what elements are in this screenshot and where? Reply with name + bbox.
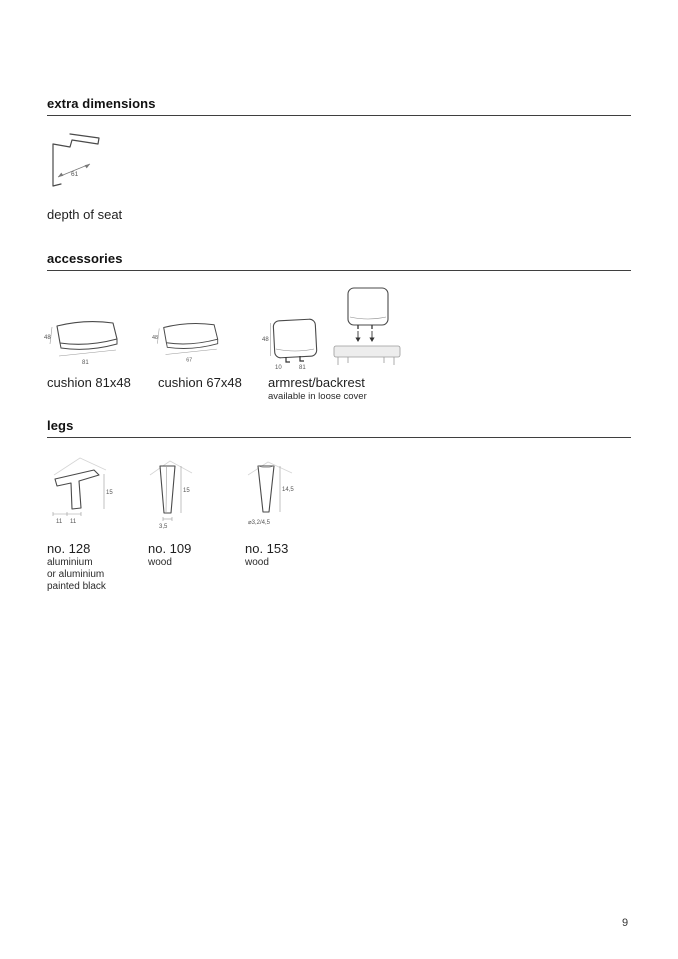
armrest-backrest-diagram [262, 316, 324, 375]
section-divider [47, 115, 631, 116]
dimension-label: 11 [70, 519, 77, 525]
dimension-label: 14,5 [282, 487, 294, 493]
leg-material-line: aluminium [47, 557, 93, 568]
dimension-label: 15 [106, 490, 113, 496]
dimension-label: 11 [56, 519, 63, 525]
dimension-label: 81 [82, 360, 89, 366]
leg-material-line: wood [245, 557, 269, 568]
seat-depth-diagram [45, 129, 105, 204]
figure-caption-armrest-backrest: armrest/backrest [268, 375, 365, 390]
leg-material-line: or aluminium [47, 569, 105, 580]
dimension-label: 61 [71, 171, 79, 178]
section-divider [47, 270, 631, 271]
dimension-label: ⌀3,2/4,5 [248, 520, 270, 526]
figure-caption-depth-of-seat: depth of seat [47, 207, 123, 222]
dimension-label: 48 [44, 335, 51, 341]
leg-material-line: wood [148, 557, 172, 568]
dimension-label: 10 [275, 365, 282, 370]
leg-material-line: painted black [47, 581, 106, 592]
page-number: 9 [622, 917, 629, 929]
section-title-legs: legs [47, 418, 74, 433]
dimension-label: 67 [186, 357, 193, 364]
leg-caption-109: no. 109 [148, 541, 192, 556]
leg-109-diagram [144, 458, 196, 541]
section-title-extra-dimensions: extra dimensions [47, 96, 156, 111]
leg-153-diagram [240, 460, 300, 541]
figure-caption-cushion-81x48: cushion 81x48 [47, 375, 131, 390]
dimension-label: 48 [262, 337, 269, 343]
section-title-accessories: accessories [47, 251, 123, 266]
cushion-81x48-diagram [44, 316, 124, 371]
backrest-ottoman-diagram [330, 286, 404, 375]
dimension-label: 48 [152, 335, 158, 342]
leg-caption-153: no. 153 [245, 541, 289, 556]
section-divider [47, 437, 631, 438]
figure-caption-cushion-67x48: cushion 67x48 [158, 375, 242, 390]
leg-128-diagram [46, 455, 114, 540]
figure-note-loose-cover: available in loose cover [268, 391, 367, 402]
leg-caption-128: no. 128 [47, 541, 91, 556]
dimension-label: 81 [299, 365, 306, 370]
cushion-67x48-diagram [152, 318, 224, 369]
dimension-label: 3,5 [159, 524, 168, 530]
dimension-label: 15 [183, 488, 190, 494]
